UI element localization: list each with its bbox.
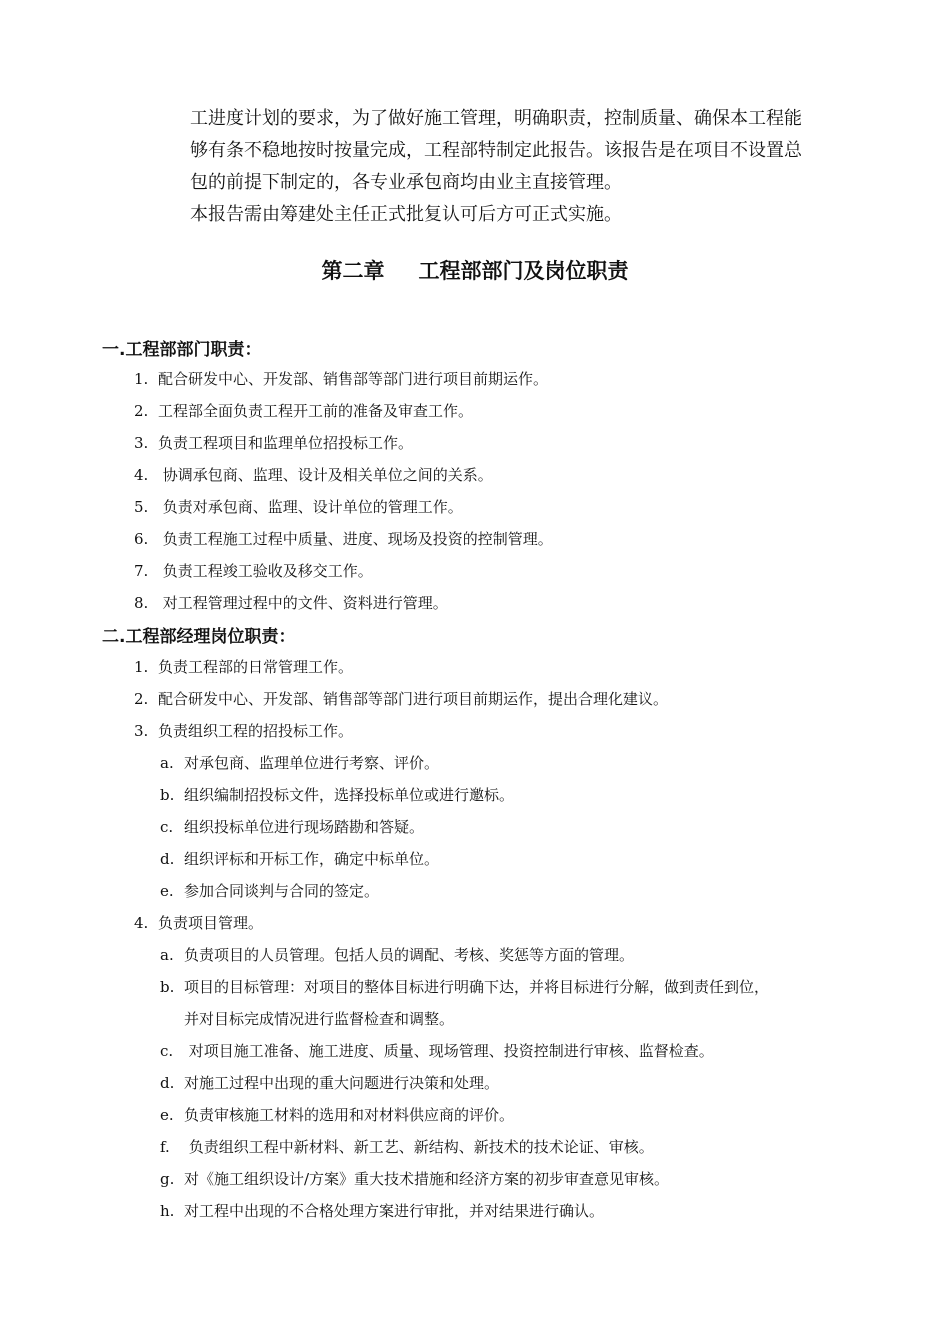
- chapter-number: 第二章: [321, 259, 385, 283]
- intro-line: 本报告需由筹建处主任正式批复认可后方可正式实施。: [190, 204, 622, 225]
- section-heading: 一.工程部部门职责：: [102, 340, 262, 360]
- list-item: 1. 配合研发中心、开发部、销售部等部门进行项目前期运作。: [134, 370, 549, 388]
- list-item: 3. 负责组织工程的招投标工作。: [134, 722, 354, 740]
- list-item: 1. 负责工程部的日常管理工作。: [134, 658, 354, 676]
- section-heading: 二.工程部经理岗位职责：: [102, 627, 296, 647]
- list-item: 7. 负责工程竣工验收及移交工作。: [134, 562, 373, 580]
- sub-list-item: e. 参加合同谈判与合同的签定。: [160, 882, 380, 900]
- list-item: 4. 协调承包商、监理、设计及相关单位之间的关系。: [134, 466, 493, 484]
- list-item: 3. 负责工程项目和监理单位招投标工作。: [134, 434, 414, 452]
- sub-list-item: f. 负责组织工程中新材料、新工艺、新结构、新技术的技术论证、审核。: [160, 1138, 654, 1156]
- sub-list-item: c. 对项目施工准备、施工进度、质量、现场管理、投资控制进行审核、监督检查。: [160, 1042, 714, 1060]
- intro-paragraph: [190, 103, 855, 231]
- sub-list-item: d. 对施工过程中出现的重大问题进行决策和处理。: [160, 1074, 500, 1092]
- sub-list-item: a. 负责项目的人员管理。包括人员的调配、考核、奖惩等方面的管理。: [160, 946, 635, 964]
- chapter-heading: [0, 255, 950, 285]
- sub-list-item: c. 组织投标单位进行现场踏勘和答疑。: [160, 818, 425, 836]
- intro-line: 够有条不稳地按时按量完成，工程部特制定此报告。该报告是在项目不设置总: [190, 140, 802, 161]
- list-item: 5. 负责对承包商、监理、设计单位的管理工作。: [134, 498, 463, 516]
- sub-list-item: b. 组织编制招投标文件，选择投标单位或进行邀标。: [160, 786, 515, 804]
- list-item: 2. 工程部全面负责工程开工前的准备及审查工作。: [134, 402, 474, 420]
- sub-list-item: d. 组织评标和开标工作，确定中标单位。: [160, 850, 440, 868]
- list-item: 8. 对工程管理过程中的文件、资料进行管理。: [134, 594, 448, 612]
- chapter-title: 工程部部门及岗位职责: [418, 259, 629, 283]
- list-item: 6. 负责工程施工过程中质量、进度、现场及投资的控制管理。: [134, 530, 553, 548]
- sub-list-item-continuation: 并对目标完成情况进行监督检查和调整。: [184, 1010, 455, 1028]
- sub-list-item: e. 负责审核施工材料的选用和对材料供应商的评价。: [160, 1106, 515, 1124]
- sub-list-item: a. 对承包商、监理单位进行考察、评价。: [160, 754, 440, 772]
- intro-line: 包的前提下制定的，各专业承包商均由业主直接管理。: [190, 172, 622, 193]
- list-item: 4. 负责项目管理。: [134, 914, 264, 932]
- intro-line: 工进度计划的要求，为了做好施工管理，明确职责，控制质量、确保本工程能: [190, 108, 802, 129]
- sub-list-item: b. 项目的目标管理：对项目的整体目标进行明确下达，并将目标进行分解，做到责任到位，: [160, 978, 770, 996]
- list-item: 2. 配合研发中心、开发部、销售部等部门进行项目前期运作，提出合理化建议。: [134, 690, 669, 708]
- sub-list-item: h. 对工程中出现的不合格处理方案进行审批，并对结果进行确认。: [160, 1202, 605, 1220]
- sub-list-item: g. 对《施工组织设计/方案》重大技术措施和经济方案的初步审查意见审核。: [160, 1170, 670, 1188]
